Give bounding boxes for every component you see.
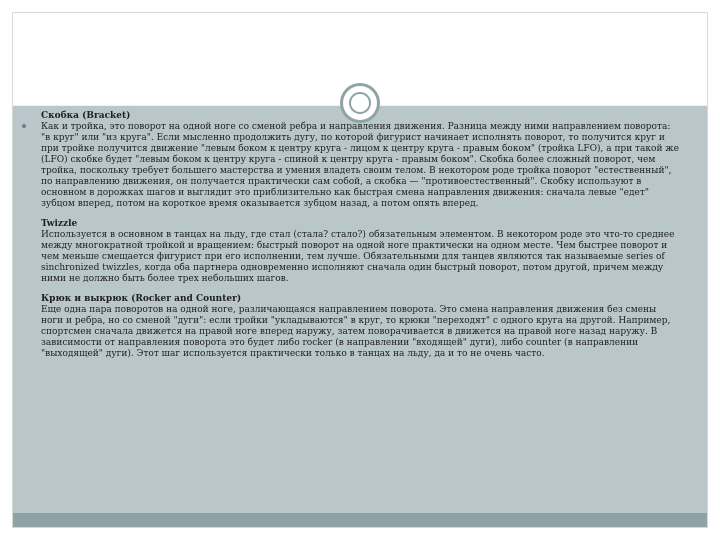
section-bracket [41,111,681,210]
section-heading: Крюк и выкрюк (Rocker and Counter) [41,294,242,304]
section-body: Как и тройка, это поворот на одной ноге со сменой ребра и направления движения. Разница между ними направлением поворота: "в круг" или "из круга". Если мысленно продолжить дугу, по которой фигурист начинает исполнять поворот, то получится круг и при тройке получится движение "левым боком к центру круга - лицом к центру круга - правым боком" (тройка LFO), а при такой же (LFO) скобке будет "левым боком к центру круга - спиной к центру круга - правым боком". Скобка более сложный поворот, чем тройка, поскольку требует большего мастерства и умения владеть своим телом. В некотором роде тройка поворот "естественный", по направлению движения, он получается практически сам собой, а скобка — "противоестественный". Скобку используют в основном в дорожках шагов и выглядит это приблизительно как быстрая смена направления движения: сначала левые "едет" зубцом вперед, потом на короткое время оказывается зубцом назад, а потом опять вперед. [41,122,679,209]
section-body: Еще одна пара поворотов на одной ноге, различающаяся направлением поворота. Это смена направления движения без смены ноги и ребра, но со сменой "дуги": если тройки "укладываются" в круг, то крюки "переходят" с одного круга на другой. Например, спортсмен сначала движется на правой ноге вперед наружу, затем поворачивается в движется на правой ноге назад наружу. В зависимости от направления поворота это будет либо rocker (в направлении "входящей" дуги), либо counter (в направлении "выходящей" дуги). Этот шаг используется практически только в танцах на льду, да и то не очень часто. [41,305,671,359]
section-twizzle [41,219,681,285]
section-heading: Скобка (Bracket) [41,111,131,121]
text-content [41,111,681,369]
section-rocker-counter [41,294,681,360]
bullet-point [22,124,26,128]
section-heading: Twizzle [41,219,78,229]
slide-bottom-band [13,513,707,527]
section-body: Используется в основном в танцах на льду, где стал (стала? стало?) обязательным элементом. В некотором роде это что-то среднее между многократной тройкой и вращением: быстрый поворот на одной ноге практически на одном месте. Чем быстрее поворот и чем меньше смещается фигурист при его исполнении, тем лучше. Обязательными для танцев являются так называемые series of sinchronized twizzles, когда оба партнера одновременно исполняют сначала один быстрый поворот, потом другой, причем между ними не должно быть более трех небольших шагов. [41,230,675,284]
